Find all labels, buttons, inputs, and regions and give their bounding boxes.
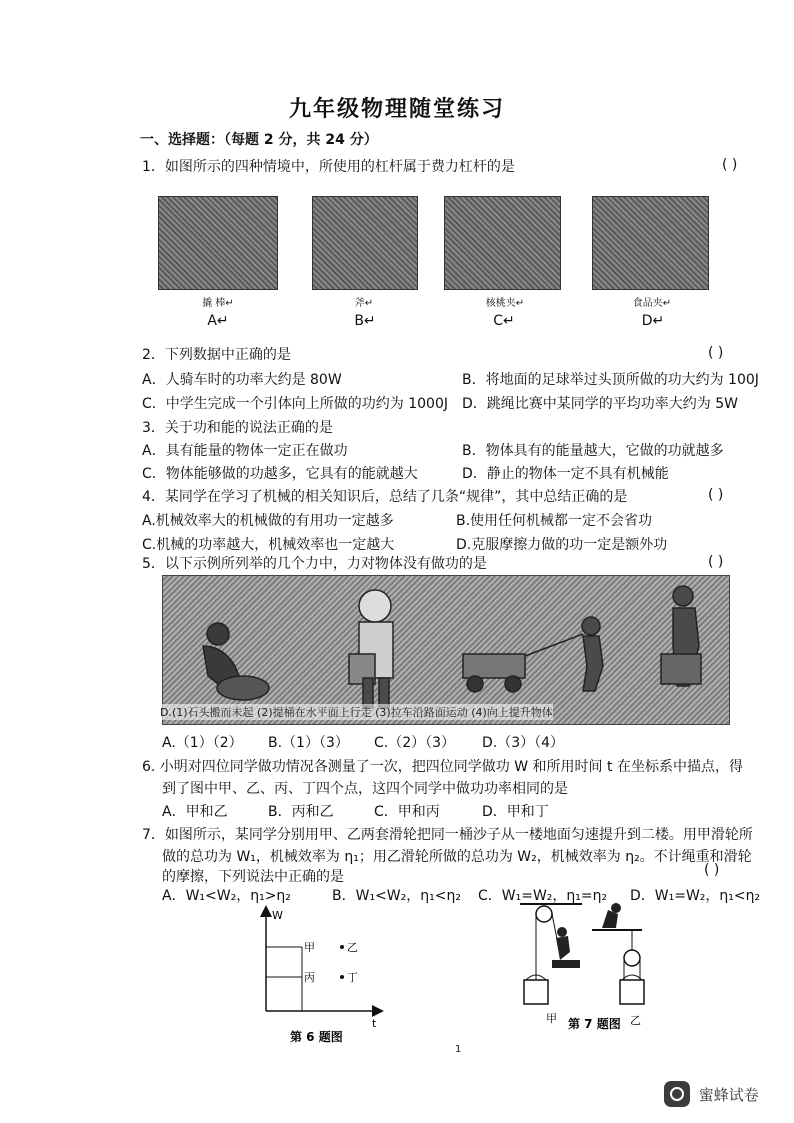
fig6-point-bing-label: 丙 <box>304 971 315 984</box>
figure-lifting-rock <box>203 623 269 700</box>
q5-stem: 5．以下示例所列举的几个力中，力对物体没有做功的是 <box>142 556 487 572</box>
fig7-left-person-head <box>557 927 567 937</box>
q7-answer-paren: ( ) <box>704 862 720 878</box>
q4-option-c: C.机械的功率越大，机械效率也一定越大 <box>142 537 395 553</box>
fig6-x-label: t <box>372 1017 377 1030</box>
q2-option-c: C．中学生完成一个引体向上所做的功约为 1000J <box>142 396 448 412</box>
q1-caption-b: 斧↵ <box>354 298 374 309</box>
watermark-icon <box>664 1081 690 1107</box>
q2-option-a: A．人骑车时的功率大约是 80W <box>142 372 342 388</box>
fig6-caption: 第 6 题图 <box>290 1030 343 1044</box>
fig7-pulley-diagram <box>512 900 662 1038</box>
q6-option-c: C．甲和丙 <box>374 804 440 820</box>
fig7-left-platform <box>552 960 580 968</box>
q5-option-b: B.（1）（3） <box>268 735 349 751</box>
q1-caption-a: 撬 棒↵ <box>202 298 234 309</box>
q3-option-d: D．静止的物体一定不具有机械能 <box>462 466 669 482</box>
q1-stem: 1．如图所示的四种情境中，所使用的杠杆属于费力杠杆的是 <box>142 159 515 175</box>
q7-stem-line3: 的摩擦，下列说法中正确的是 <box>162 869 344 885</box>
fig6-point-ding-label: 丁 <box>347 971 358 984</box>
q3-option-a: A．具有能量的物体一定正在做功 <box>142 443 348 459</box>
fig6-point-jia-label: 甲 <box>304 941 315 954</box>
q2-answer-paren: ( ) <box>708 345 724 361</box>
page-number: 1 <box>455 1044 462 1055</box>
q6-option-a: A．甲和乙 <box>162 804 228 820</box>
q5-option-d: D.（3）（4） <box>482 735 565 751</box>
q4-option-b: B.使用任何机械都一定不会省功 <box>456 513 653 529</box>
q3-option-c: C．物体能够做的功越多，它具有的能就越大 <box>142 466 418 482</box>
q7-option-a: A．W₁<W₂，η₁>η₂ <box>162 888 291 904</box>
figure-lifting-object <box>661 586 701 686</box>
q7-option-b: B．W₁<W₂，η₁<η₂ <box>332 888 461 904</box>
q5-option-a: A.（1）（2） <box>162 735 243 751</box>
q7-stem-line2: 做的总功为 W₁，机械效率为 η₁；用乙滑轮所做的总功为 W₂，机械效率为 η₂。不计绳重和滑轮 <box>162 849 752 865</box>
fig7-right-label: 乙 <box>630 1014 641 1027</box>
q5-scene-caption: D.(1)石头搬而未起 (2)提桶在水平面上行走 (3)拉车沿路面运动 (4)向上提升物体 <box>160 706 553 719</box>
section-heading: 一、选择题：（每题 2 分，共 24 分） <box>140 132 378 148</box>
q2-option-b: B．将地面的足球举过头顶所做的功大约为 100J <box>462 372 759 388</box>
fig7-left-bucket <box>524 980 548 1004</box>
q1-image-c-nutcracker <box>444 196 561 290</box>
fig6-wt-graph <box>250 905 400 1045</box>
q4-option-a: A.机械效率大的机械做的有用功一定越多 <box>142 513 394 529</box>
fig6-point-yi-label: 乙 <box>347 941 358 954</box>
q1-letter-c: C↵ <box>493 313 515 329</box>
q6-option-b: B．丙和乙 <box>268 804 334 820</box>
fig6-y-label: W <box>272 909 283 922</box>
q3-option-b: B．物体具有的能量越大，它做的功就越多 <box>462 443 724 459</box>
q1-image-b-axe <box>312 196 418 290</box>
q2-stem: 2．下列数据中正确的是 <box>142 347 291 363</box>
q4-stem: 4．某同学在学习了机械的相关知识后，总结了几条“规律”，其中总结正确的是 <box>142 489 628 505</box>
q7-stem-line1: 7．如图所示，某同学分别用甲、乙两套滑轮把同一桶沙子从一楼地面匀速提升到二楼。用甲滑轮所 <box>142 827 753 843</box>
q3-stem: 3．关于功和能的说法正确的是 <box>142 420 333 436</box>
q6-stem-line1: 6. 小明对四位同学做功情况各测量了一次，把四位同学做功 W 和所用时间 t 在坐标系中描点，得 <box>142 759 743 775</box>
q6-option-d: D．甲和丁 <box>482 804 549 820</box>
watermark-logo <box>664 1081 759 1107</box>
fig7-left-person <box>556 936 570 960</box>
q1-letter-a: A↵ <box>207 313 229 329</box>
q4-answer-paren: ( ) <box>708 487 724 503</box>
q5-scene-figures <box>163 576 729 724</box>
q1-caption-c: 核桃夹↵ <box>485 298 525 309</box>
fig7-fixed-pulley <box>536 906 552 922</box>
fig7-movable-pulley <box>624 950 640 966</box>
fig6-point-yi <box>340 945 344 949</box>
q7-option-c: C．W₁=W₂，η₁=η₂ <box>478 888 608 904</box>
q6-stem-line2: 到了图中甲、乙、丙、丁四个点，这四个同学中做功功率相同的是 <box>162 781 568 797</box>
q2-option-d: D．跳绳比赛中某同学的平均功率大约为 5W <box>462 396 738 412</box>
fig7-left-label: 甲 <box>546 1012 557 1025</box>
q5-answer-paren: ( ) <box>708 554 724 570</box>
q1-answer-paren: ( ) <box>722 157 738 173</box>
figure-pulling-cart <box>463 617 603 692</box>
watermark-text: 蜜蜂试卷 <box>698 1085 759 1104</box>
page-title: 九年级物理随堂练习 <box>288 97 505 122</box>
q5-scene-image <box>162 575 730 725</box>
figure-carrying-bucket <box>349 590 393 708</box>
q1-letter-b: B↵ <box>354 313 376 329</box>
q7-option-d: D．W₁=W₂，η₁<η₂ <box>630 888 761 904</box>
q1-image-a-crowbar <box>158 196 278 290</box>
fig6-point-ding <box>340 975 344 979</box>
q1-image-d-food-tongs <box>592 196 709 290</box>
fig7-caption: 第 7 题图 <box>568 1017 621 1031</box>
q5-option-c: C.（2）（3） <box>374 735 456 751</box>
q1-caption-d: 食品夹↵ <box>632 298 672 309</box>
fig7-right-bucket <box>620 980 644 1004</box>
q1-letter-d: D↵ <box>641 313 665 329</box>
q4-option-d: D.克服摩擦力做的功一定是额外功 <box>456 537 668 553</box>
fig7-right-person-head <box>611 903 621 913</box>
